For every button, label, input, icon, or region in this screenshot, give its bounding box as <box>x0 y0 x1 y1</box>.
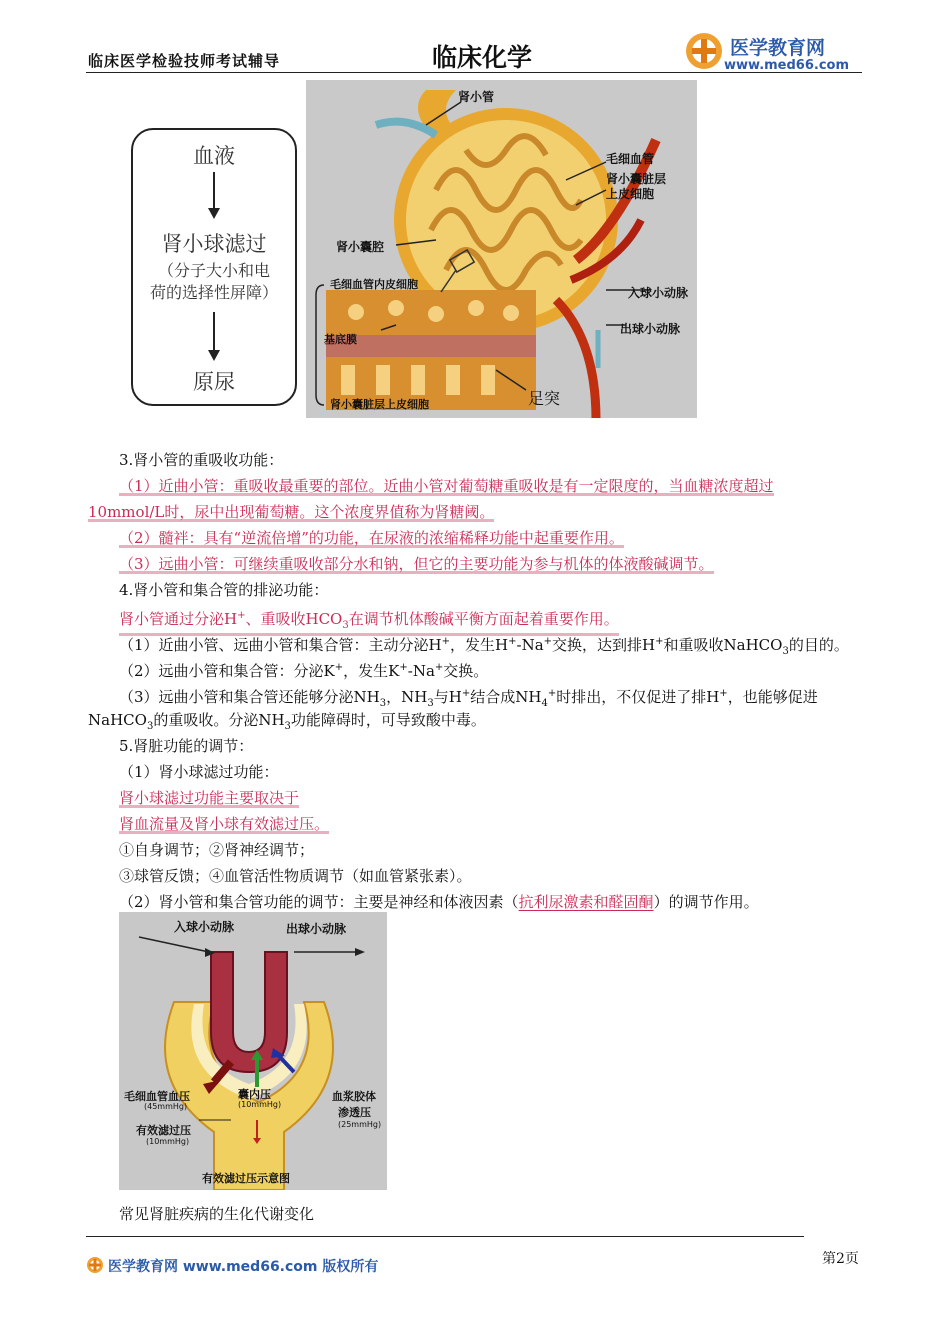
sup-plus: + <box>547 688 557 699</box>
s4-p3d: 结合成NH <box>470 688 542 706</box>
sub-3: 3 <box>342 620 349 631</box>
fig1-label-basement: 基底膜 <box>324 333 357 346</box>
sup-plus: + <box>655 636 664 647</box>
s4-p1c: -Na <box>516 636 544 654</box>
fig2-capsule-p: 囊内压 <box>238 1088 271 1101</box>
fig1-label-foot: 足突 <box>528 389 561 408</box>
s5-sub1: （1）肾小球滤过功能： <box>119 763 279 781</box>
fig1-label-capsule-cavity: 肾小囊腔 <box>336 240 385 254</box>
footer-copyright: 医学教育网 www.med66.com 版权所有 <box>108 1259 379 1275</box>
fig2-colloid-val: (25mmHg) <box>338 1120 382 1129</box>
page-number: 第2页 <box>822 1251 859 1267</box>
fig2-caption: 有效滤过压示意图 <box>202 1172 290 1185</box>
closing-heading: 常见肾脏疾病的生化代谢变化 <box>119 1205 315 1223</box>
section-4-title: 4.肾小管和集合管的排泌功能： <box>119 581 329 599</box>
sub-3: 3 <box>379 698 387 709</box>
footer-divider <box>86 1236 804 1237</box>
s4-p2d: 交换。 <box>443 662 489 680</box>
s3-para1-line2: 10mmol/L时，尿中出现葡萄糖。这个浓度界值称为肾糖阈。 <box>88 503 495 521</box>
s4-p1d: 交换，达到排H <box>552 636 656 654</box>
fig1-label-efferent: 出球小动脉 <box>620 322 681 336</box>
flow-paren-1: （分子大小和电 <box>157 261 270 280</box>
fig1-epithelium-text: 上皮细胞 <box>606 187 655 201</box>
sup-plus: + <box>334 662 344 673</box>
s3-para2: （2）髓袢：具有“逆流倍增”的功能，在尿液的浓缩稀释功能中起重要作用。 <box>119 529 624 547</box>
s4-p3b: ，NH <box>386 688 428 706</box>
sub-3: 3 <box>427 698 434 709</box>
sub-4: 4 <box>541 698 548 709</box>
sup-plus: + <box>508 636 517 647</box>
s4-p1f: 的目的。 <box>788 636 849 654</box>
s4-p3f: ，也能够促进 <box>727 688 818 706</box>
section-5-title: 5.肾脏功能的调节： <box>119 737 254 755</box>
s4-p3a: （3）远曲小管和集合管还能够分泌NH <box>119 688 380 706</box>
s4-p3h: 的重吸收。分泌NH <box>153 711 285 729</box>
s5-list2: ③球管反馈；④血管活性物质调节（如血管紧张素）。 <box>119 867 472 885</box>
s4-red-b: 、重吸收HCO <box>245 610 343 628</box>
sup-plus: + <box>441 636 451 647</box>
fig2-colloid2: 渗透压 <box>338 1106 371 1119</box>
fig1-visceral-text: 肾小囊脏层 <box>606 172 667 186</box>
sub-3: 3 <box>782 646 789 657</box>
sup-plus: + <box>434 662 444 673</box>
s4-p2b: ，发生K <box>343 662 400 680</box>
sup-plus: + <box>399 662 408 673</box>
flow-primary-urine: 原尿 <box>193 370 235 394</box>
flow-glomerular-filtration: 肾小球滤过 <box>161 232 267 256</box>
sub-3: 3 <box>146 721 154 732</box>
section-3-title: 3.肾小管的重吸收功能： <box>119 451 284 469</box>
arrow-down-icon <box>206 312 222 362</box>
s5-p2-highlight: 抗利尿激素和醛固酮 <box>518 893 654 911</box>
sup-plus: + <box>719 688 728 699</box>
s5-p2c: ）的调节作用。 <box>653 893 759 911</box>
flow-paren-2: 荷的选择性屏障） <box>149 283 278 302</box>
sup-plus: + <box>237 610 246 621</box>
fig2-eff-fp: 有效滤过压 <box>136 1124 191 1137</box>
s5-red-line1: 肾小球滤过功能主要取决于 <box>119 789 300 807</box>
s5-list1: ①自身调节；②肾神经调节； <box>119 841 315 859</box>
fig1-label-visceral-epi: 肾小囊脏层上皮细胞 <box>330 398 429 411</box>
fig2-capsule-p-val: (10mmHg) <box>238 1100 282 1109</box>
filtration-flow-box <box>131 128 297 406</box>
s5-red-line2: 肾血流量及肾小球有效滤过压。 <box>119 815 330 833</box>
filtration-pressure-figure <box>119 912 387 1190</box>
s3-para1-line1: （1）近曲小管：重吸收最重要的部位。近曲小管对葡萄糖重吸收是有一定限度的，当血糖浓度超过 <box>119 477 774 495</box>
logo-url: www.med66.com <box>724 58 850 73</box>
s4-p3g: NaHCO <box>88 711 147 729</box>
sub-3: 3 <box>284 721 291 732</box>
fig2-eff-fp-val: (10mmHg) <box>146 1137 190 1146</box>
s5-p2a: （2）肾小管和集合管功能的调节：主要是神经和体液因素（ <box>119 893 519 911</box>
s4-p3i: 功能障碍时，可导致酸中毒。 <box>290 711 486 729</box>
arrow-down-icon <box>206 172 222 220</box>
header-left-title: 临床医学检验技师考试辅导 <box>88 52 281 70</box>
fig2-colloid1: 血浆胶体 <box>332 1090 376 1103</box>
header-divider <box>86 72 862 73</box>
logo-name: 医学教育网 <box>730 37 826 59</box>
s4-red-a: 肾小管通过分泌H <box>119 610 238 628</box>
s4-p2c: -Na <box>407 662 435 680</box>
logo-icon <box>684 31 724 71</box>
flow-blood: 血液 <box>193 144 235 168</box>
s3-para3: （3）远曲小管：可继续重吸收部分水和钠，但它的主要功能为参与机体的体液酸碱调节。 <box>119 555 714 573</box>
fig2-cap-bp: 毛细血管血压 <box>124 1090 190 1103</box>
fig1-label-afferent: 入球小动脉 <box>628 286 689 300</box>
s4-para3-line2 <box>88 710 486 737</box>
s4-p3e: 时排出，不仅促进了排H <box>556 688 720 706</box>
fig1-label-endothelial: 毛细血管内皮细胞 <box>330 278 418 291</box>
sup-plus: + <box>543 636 553 647</box>
s4-p1b: ，发生H <box>450 636 509 654</box>
s5-para2 <box>119 892 759 912</box>
s4-p1a: （1）近曲小管、远曲小管和集合管：主动分泌H <box>119 636 442 654</box>
fig2-cap-bp-val: (45mmHg) <box>144 1102 188 1111</box>
fig2-efferent: 出球小动脉 <box>286 922 347 936</box>
s4-p2a: （2）远曲小管和集合管：分泌K <box>119 662 335 680</box>
s4-red-c: 在调节机体酸碱平衡方面起着重要作用。 <box>348 610 619 628</box>
footer-logo-icon <box>86 1256 104 1274</box>
fig1-label-capillary: 毛细血管 <box>606 152 655 166</box>
s4-p3c: 与H <box>433 688 462 706</box>
fig1-label-tubule: 肾小管 <box>458 90 495 104</box>
fig1-label-visceral <box>606 172 666 202</box>
s4-para2 <box>119 658 488 681</box>
header-center-title: 临床化学 <box>432 43 533 72</box>
sup-plus: + <box>461 688 471 699</box>
fig2-afferent: 入球小动脉 <box>174 920 235 934</box>
s4-p1e: 和重吸收NaHCO <box>663 636 783 654</box>
